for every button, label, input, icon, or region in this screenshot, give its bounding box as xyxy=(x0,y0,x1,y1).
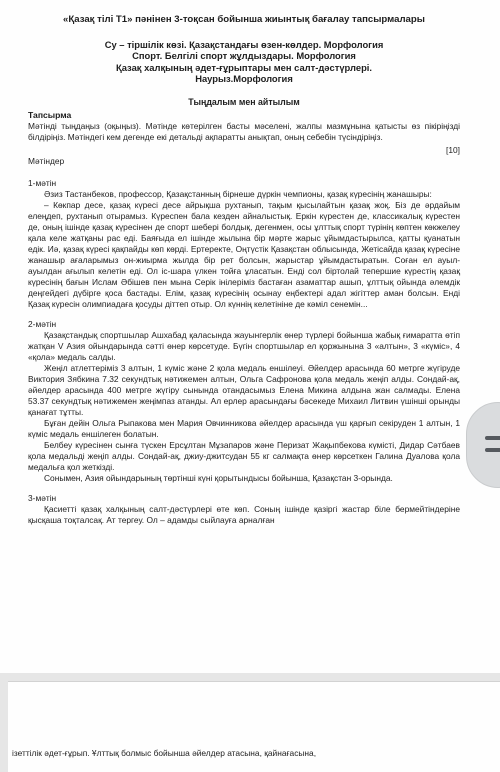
text2-paragraph: Сонымен, Азия ойындарының төртінші күні қорытындысы бойынша, Қазақстан 3-орында. xyxy=(44,472,393,483)
text2-paragraph: Қазақстандық спортшылар Ашхабад қаласында жауынгерлік өнер түрлері бойынша жабық ғимаратта өтіп жатқан V Азия ойындарында сәтті өнер көрсетуде. Бүгін спортшылар ел қоржынына 3 «алтын», 3 «күміс», 4 «қола» медаль салды. xyxy=(28,329,460,362)
next-page-text: ізеттілік әдет-ғұрып. Ұлттық болмыс бойынша әйелдер атасына, қайнағасына, xyxy=(12,748,317,758)
topic-line: Спорт. Белгілі спорт жұлдыздары. Морфология xyxy=(132,50,356,62)
points-badge: [10] xyxy=(446,144,460,155)
section-heading: Тыңдалым мен айтылым xyxy=(188,96,300,107)
topic-line: Су – тіршілік көзі. Қазақстандағы өзен-көлдер. Морфология xyxy=(104,39,384,50)
text2-paragraph: Жеңіл атлеттеріміз 3 алтын, 1 күміс және 2 қола медаль еншілеуі. Әйелдер арасында 60 метрге жүгіруде Виктория Зябкина 7.32 секундтық нәтижемен алтын, Ольга Сафронова қола медаль жеңіп алды. Сондай-ақ, әйелдер арасында 400 метрге жүгіру сынында отандасымыз Елена Микина алдына жан салмады. Елена 53.37 секундтық нәтижемен жеңімпаз атанды. Ал ерлер арасындағы бәсекеде Михаил Литвин үшінші орынды қанағат тұтты. xyxy=(28,362,460,417)
text2-label: 2-мәтін xyxy=(28,318,57,329)
text1-intro: Әзиз Тастанбеков, профессор, Қазақстанның бірнеше дүркін чемпионы, қазақ күресінің жанашыры: xyxy=(44,188,432,199)
handle-bar-icon xyxy=(485,448,500,452)
task-label: Тапсырма xyxy=(28,109,72,120)
text1-label: 1-мәтін xyxy=(28,177,57,188)
text1-body: – Көкпар десе, қазақ күресі десе айрықша рухтанып, тақым қысылайтын қазақ жоқ. Біз де әрдайым елеңдеп, рухтанып отырамыз. Күреспен бала кезден айналыстық. Еркін күрестен де, классикалық күрестен де, оның ішінде қазақ күресінен де спорт шебері болдық, дегенмен, осы ұлттық спорт түрінің көптен көкжелеу қала келе жатқаны рас еді. Баяғыда ел ішінде жылына бір мәрте жарыс ұйымдастырылса, қатты қуанатын едік. Иә, қазақ күресі қақпайды көп көрді. Ертеректе, Оңтүстік Қазақстан облысында, Жетісайда қазақ күресіне жанашыр ағаларымыз он-жиырма жылда бір рет болсын, жарыстар ұйымдастыратын. Соған ел ауыл-ауылдан ағылып келетін еді. Ол іс-шара үлкен тойға ұласатын. Енді сол біртолай тепершие күрестің қазақ күресінің бағын Ислам Әбішев пен мына Серік інілеріміз бастаған азаматтар ашып, ұлттық ойында әлемдік деңгейдегі дүбірге қоса бастады. Елім, қазақ күресінің осынау еңбектері адал жігіттер аман болсын. Енді Қазақ күресін олимпиадаға қосуды діттеп отыр. Ол күннің келетініне де кәміл сенемін... xyxy=(28,199,460,309)
text3-label: 3-мәтін xyxy=(28,492,57,503)
text3-body: Қасиетті қазақ халқының салт-дәстүрлері өте көп. Соның ішінде қазіргі жастар біле бермейтіндеріне қысқаша тоқталсақ. Ат тергеу. Ол – адамды сыйлауға арналған xyxy=(28,503,460,525)
handle-bar-icon xyxy=(485,436,500,440)
text2-paragraph: Бұған дейін Ольга Рыпакова мен Мария Овчинникова әйелдер арасында үш қарғып секіруден 1 алтын, 1 күміс медаль еншілеген болатын. xyxy=(28,417,460,439)
text2-paragraph: Белбеу күресінен сынға түскен Ерсұлтан Мұзапаров және Перизат Жақыпбекова күмісті, Дидар Сәтбаев қола медальді жеңіп алды. Сондай-ақ, джиу-джитсудан 55 кг салмақта өнер көрсеткен Галина Дуалова қола медальға қол жеткізді. xyxy=(28,439,460,472)
topic-line: Қазақ халқының әдет-ғұрыптары мен салт-дәстүрлері. xyxy=(115,61,373,73)
next-page xyxy=(8,681,500,772)
document-content xyxy=(28,14,460,526)
topic-line: Наурыз.Морфология xyxy=(195,73,293,85)
task-text: Мәтінді тыңдаңыз (оқыңыз). Мәтінде көтерілген басты мәселені, жалпы мазмұнына қатысты өз пікіріңізді білдіріңіз. Мәтіндегі кем дегенде екі детальді ақпаратты анықтап, оның себебін түсіндіріңіз. xyxy=(28,120,460,142)
texts-label: Мәтіндер xyxy=(28,155,65,166)
document-title: «Қазақ тілі Т1» пәнінен 3-тоқсан бойынша жиынтық бағалау тапсырмалары xyxy=(63,14,425,25)
